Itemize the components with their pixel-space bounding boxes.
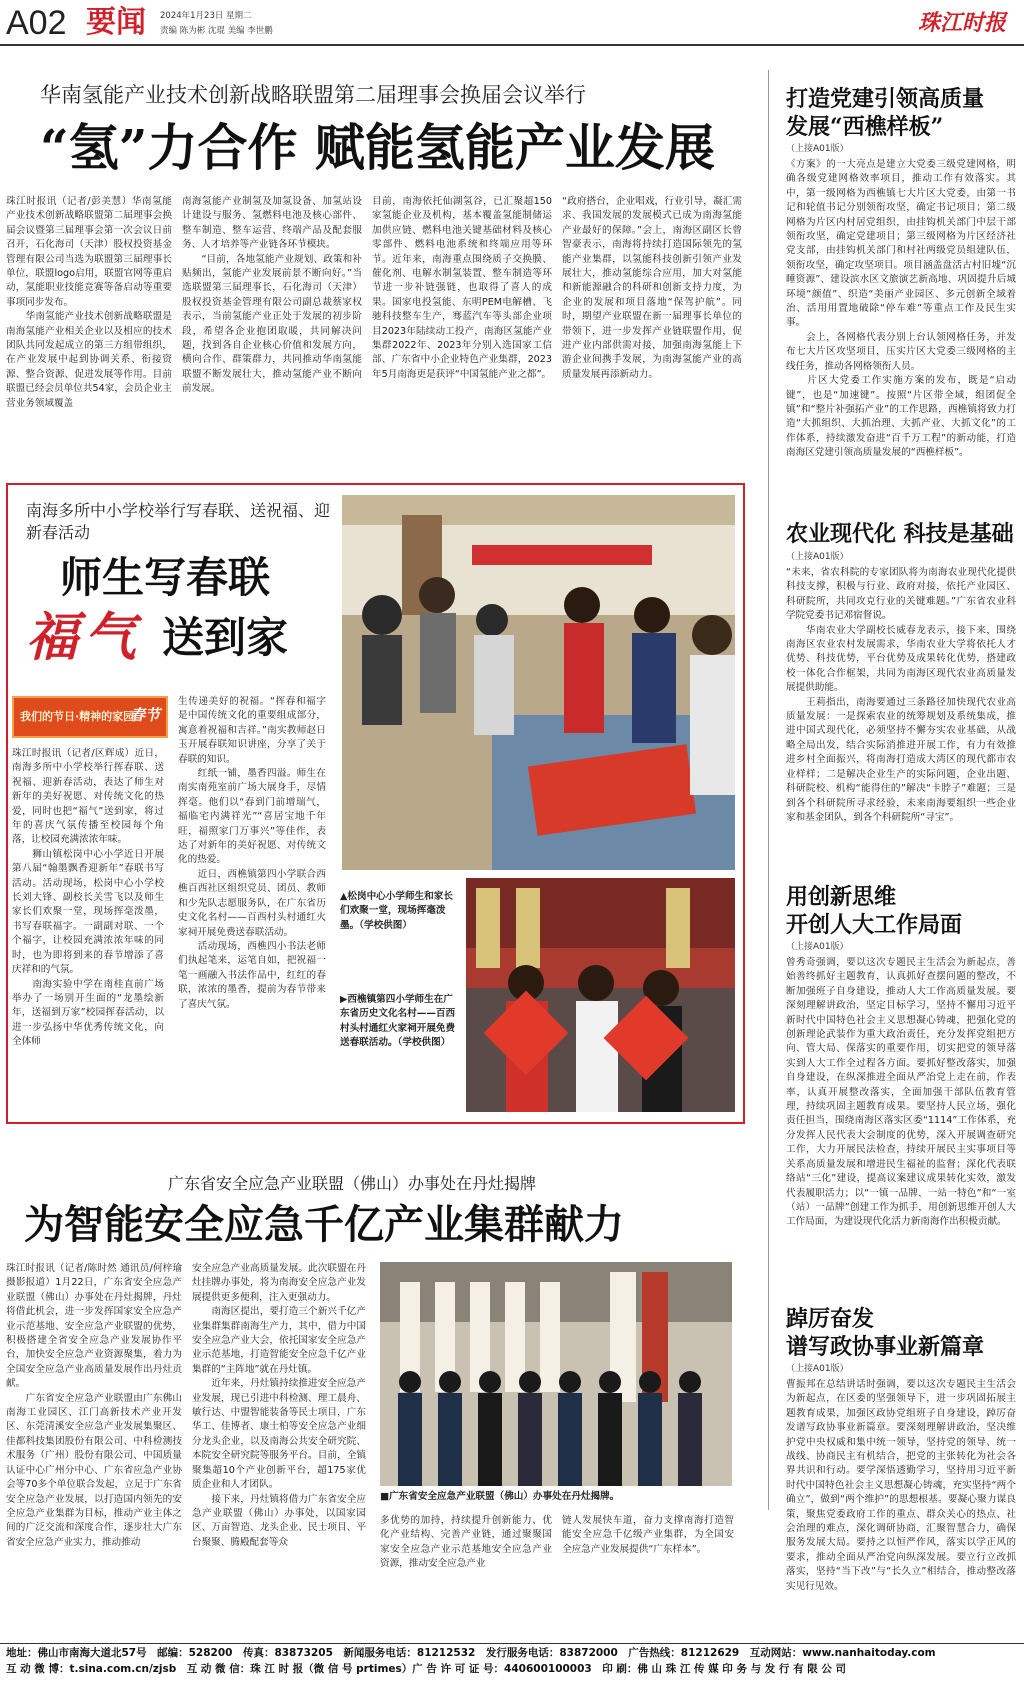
unveiling-scene — [380, 1262, 732, 1486]
issue-date: 2024年1月23日 星期二 — [160, 11, 252, 21]
side-story-3-continued: （上接A01版） — [786, 942, 849, 952]
side-story-2-body: “未来，省农科院的专家团队将为南海农业现代化提供科技支撑，积极与行业、政府对接，依托产业园区、科研院所，共同攻克行业的关键难题。”广东省农业科学院党委书记邓宿督说。 华南农业大学副校长威春龙表示，接下来，围绕南海区农业农村发展需求，华南农业大学将依托人才优势、科技优势，平台优势及成果转化优势，搭建政校一体化合作框架，共同为南海区现代农业高质量发展提供助能。 王莉指出，南海要通过三条路径加快现代农业高质量发展：一是探索农业的统筹规划及系统集成，推进中国式现代化，必须坚持不懈夯实农业基础，从战略全局出发，结合实际消推进开展工作，有力有效推进乡村全面振兴，将南海打造成大湾区的现代都市农业样样；二是解决企业生产的实际问题，企业出题、科研院校、机构“能得住的”解决“卡脖子”难题；三是到各个科研院所寻求经验，未来南海要组织一些企业家和基金团队，到各个科研院所“寻宝”。 — [786, 567, 1016, 823]
feature-headline-fu: 福气 — [26, 607, 143, 668]
side-story-3-title-line2: 开创人大工作局面 — [786, 912, 963, 938]
side-story-1-body: 《方案》的一大亮点是建立大党委三级党建网格，明确各级党建网格效率项目，推动工作有效落实。其中，第一级网格为西樵镇七大片区大党委，由第一书记和轮值书记分别领衔攻坚，确定书记项目；第二级网格为片区内村居党组织，由挂钩机关部门中层干部领衔攻坚，确定党建项目；第三级网格为片区经济社党支部，由挂钩机关部门和村社两级党员组建队伍，领衔攻坚，确定攻坚项目。项目涵盖盘活古村旧墟“沉睡资源”、建设滨水区文旅演艺新高地、巩固提升后城环境“颜值”、织造“美丽产业园区、多元创新全域着治、活用用置地破除“停车难”等重点工作及民生实事。 会上，各网格代表分别上台认领网格任务，并发布七大片区攻坚项目，压实片区大党委三级网格的主线任务，推动各网格领衔人员。 片区大党委工作实施方案的发布，既是“启动键”，也是“加速键”。按照“片区带全域，组团促全镇”和“整片补强拓产业”的工作思路，西樵镇将致力打造“大抓组织、大抓治理、大抓产业、大抓文化”的工作体系，持续激发奋进“百千万工程”的新动能，打造南海区党建引领高质量发展的“西樵样板”。 — [786, 159, 1016, 459]
footer-rule — [0, 1643, 1024, 1644]
side-story-2-continued: （上接A01版） — [786, 552, 849, 562]
side-story-1-title — [786, 85, 1016, 141]
bottom-kicker: 广东省安全应急产业联盟（佛山）办事处在丹灶揭牌 — [168, 1174, 537, 1193]
bottom-column-3: 多优势的加持，持续提升创新能力、优化产业结构、完善产业链，通过聚聚国家安全应急产业示范基地安全应急产业资源，推动安全应急产业 — [380, 1515, 552, 1570]
bottom-headline: 为智能安全应急千亿产业集群献力 — [24, 1201, 624, 1248]
calligraphy-scene — [342, 495, 735, 870]
lead-headline: “氢”力合作 赋能氢能产业发展 — [40, 118, 715, 177]
footer-line-2: 互 动 微 博：t.sina.com.cn/zjsb 互 动 微 信：珠 江 时 报（微 信 号 prtimes）广 告 许 可 证 号：440600100003 印 刷：佛 山 珠 江 传 媒 印 务 与 发 行 有 限 公 司 — [6, 1663, 847, 1675]
bottom-photo-caption: ■广东省安全应急产业联盟（佛山）办事处在丹灶揭牌。 — [380, 1491, 620, 1502]
side-story-4-title-line1: 踔厉奋发 — [786, 1306, 875, 1332]
lead-column-4: “政府搭台，企业唱戏，行业引导，凝汇需求、我国发展的发展模式已成为南海氢能产业最好的保障。”会上，南海区副区长曾智豪表示，南海将持续打造国际领先的氢能产业集群，以氢能科技创新引领产业发展壮大，推动氢能综合应用，加大对氢能和新能源融合的科研和创新支持力度，为企业的发展和项目落地“保驾护航”。同时，期望产业联盟在新一届理事长单位的带领下，进一步发挥产业链联盟作用，促进产业内部供需对接，加强南海氢能上下游企业间携手发展，为南海氢能产业的高质量发展再添新动力。 — [562, 196, 742, 380]
page-number: A02 — [6, 4, 67, 42]
festival-banner — [12, 696, 168, 738]
feature-kicker: 南海多所中小学校举行写春联、送祝福、迎新春活动 — [26, 501, 331, 542]
footer-line-1: 地址：佛山市南海大道北57号 邮编：528200 传真：83873205 新闻服务电话：81212532 发行服务电话：83872000 广告热线：81212629 互动网站：www.nanhaitoday.com — [6, 1647, 936, 1659]
lead-column-1: 珠江时报讯（记者/彭美慧）华南氢能产业技术创新战略联盟第二届理事会换届会议暨第三届理事会第一次会议日前召开，石化海司（天津）股权投资基金管理有限公司当选为联盟第三届理事长单位，联盟logo启用，联盟官网等重启动，氢能职业技能竞赛等备启动等重要事项同步发布。 华南氢能产业技术创新战略联盟是南海氢能产业相关企业以及相应的技术团队共同发起成立的第三方组带组织，在产业发展中起到协调关系、衔接资源、整合资源、促进发展等作用。目前联盟已经会员单位共54家，会员企业主营业务领域覆盖 — [6, 196, 172, 409]
feature-photo-calligraphy — [342, 495, 735, 870]
feature-photo-fu — [466, 878, 735, 1112]
lead-column-2: 南海氢能产业制氢及加氢设备、加氢站设计建设与服务、氢燃料电池及核心部件、整车制造、整车运营、终端产品及配套服务、人才培养等产业链各环节模块。 “目前，各地氢能产业规划、政策和补贴频出，氢能产业发展前景不断向好。”当选联盟第三届理事长，石化海司（天津）股权投资基金管理有限公司副总裁蔡家权表示，当前氢能产业正处于发展的初步阶段，希望各企业抱团取暖，共同解决问题，找到各自企业核心价值和发展方向，横向合作、群策群力，共同推动华南氢能联盟不断发展壮大，推动氢能产业不断向前发展。 — [182, 196, 362, 395]
side-story-3-body: 曾秀奇强调，要以这次专题民主生活会为新起点，善始善终抓好主题教育，认真抓好查摆问题的整改，不断加强班子自身建设，推动人大工作高质量发展。要深刻理解讲政治，坚定目标学习，坚持不懈用习近平新时代中国特色社会主义思想凝心铸魂，把强化党的创新理论武装作为重大政治责任，充分发挥党组把方向、管大局、保落实的重要作用，切实把党的领导落实到人大工作全过程各方面。要抓好整改落实，加强自身建设，在纵深推进全面从严治党上走在前，作表率，认真开展整改落实，全面加强干部队伍教育管理，持续巩固主题教育成果。要坚持人民立场，强化责任担当，围绕南海区落实区委“1114”工作体系，充分发挥人民代表大会制度的优势，深入开展调查研究工作，大力开展民法检查，持续开展民主实事项目等关系高质量发展和增进民生福祉的监督；深化代表联络站“三化”建设，提高议案建议成果转化实效，激发代表履职活力；以“一镇一品牌、一站一特色”和“一室（站）一品牌”创建工作为抓手，用创新思维开创人大工作局面，为建设现代化活力新南海作出积极贡献。 — [786, 957, 1016, 1228]
side-story-1-title-line1: 打造党建引领高质量 — [786, 86, 985, 112]
header-rule — [0, 44, 1024, 46]
editors-credit: 责编 陈为彬 沈琨 美编 李世鹏 — [160, 26, 273, 36]
bottom-column-4: 链人发展快车道，奋力支撑南海打造智能安全应急千亿级产业集群，为全国安全应急产业发展提供“广东样本”。 — [562, 1515, 734, 1555]
feature-headline-2: 送到家 — [162, 613, 289, 662]
feature-column-1: 珠江时报讯（记者/区辉成）近日，南海多所中小学校举行挥春联、送祝福、迎新春活动，表达了师生对新年的美好祝愿、对传统文化的热爱，同时也把“福气”送到家，将过年的喜庆气氛传播至校园每个角落，让校园充满浓浓年味。 狮山镇松岗中心小学近日开展第八届“翰墨飘香迎新年”春联书写活动。活动现场，松岗中心小学校长刘大锋、副校长关雪飞以及师生家长们欢聚一堂，现场挥毫泼墨，书写春联福字。一副副对联、一个个福字，让校园充满浓浓年味的同时，也为即将到来的春节增添了喜庆祥和的气氛。 南海实验中学在南桂直前广场举办了一场别开生面的“龙墨绘新年，送福到万家”校园挥春活动，以进一步弘扬中华优秀传统文化，向全体师 — [12, 748, 164, 1048]
feature-column-2: 生传递美好的祝福。“挥春和福字是中国传统文化的重要组成部分，寓意着祝福和吉祥。”南实教师赵日玉开展春联知识讲座，分享了关于春联的知识。 红纸一铺，墨香四溢。师生在南实南苑室前广场大展身手，尽情挥毫。他们以“春到门前增瑞气，福临宅内满祥光”“喜居宝地千年旺，福照家门万事兴”等佳作，表达了对新年的美好祝愿、对传统文化的热爱。 近日，西樵镇第四小学联合西樵百西社区组织党员、团员、教师和少先队志愿服务队，在广东省历史文化名村——百西村头村通红火家祠开展免费送春联活动。 活动现场，西樵四小书法老师们执起笔来，运笔自如，把祝福一笔一画融入书法作品中，红红的春联，浓浓的墨香，提前为春节带来了喜庆气氛。 — [178, 696, 326, 1010]
side-story-1-continued: （上接A01版） — [786, 144, 849, 154]
festival-banner-glyph: 春节 — [129, 706, 160, 724]
newspaper-logo: 珠江时报 — [917, 10, 1006, 36]
column-divider — [768, 70, 769, 1510]
side-story-4-body: 曹振邦在总结讲话时强调，要以这次专题民主生活会为新起点，在区委的坚强领导下，进一步巩固拓展主题教育成果，加强区政协党组班子自身建设，踔厉奋发谱写政协事业新篇章。要深刻理解讲政治，坚决维护党中央权威和集中统一领导，坚持党的领导、统一战线、协商民主有机结合，把党的主张转化为社会各界共识和行动。要学深悟透勤学习，坚持用习近平新时代中国特色社会主义思想凝心铸魂，充实坚持“两个确立”，做到“两个维护”的思想根基。要凝心聚力谋良策，聚焦党委政府工作的重点、群众关心的热点、社会治理的难点，深化调研协商，汇聚智慧合力，确保服务发展大局。要持之以恒严作风，落实以学正风的要求，推动全面从严治党向纵深发展。要立行立改抓落实，坚持“当下改”与“长久立”相结合，推动整改落实见行见效。 — [786, 1379, 1016, 1592]
side-story-2-title: 农业现代化 科技是基础 — [786, 521, 1014, 547]
side-story-1-title-line2: 发展“西樵样板” — [786, 114, 944, 140]
festival-banner-text: 我们的节日·精神的家园 — [20, 710, 135, 723]
side-story-3-title — [786, 883, 1016, 939]
bottom-photo-unveiling — [380, 1262, 732, 1486]
feature-caption-2: ▶西樵镇第四小学师生在广东省历史文化名村——百西村头村通红火家祠开展免费送春联活动。（学校供图） — [340, 994, 456, 1049]
lead-column-3: 目前，南海依托仙湖氢谷，已汇聚超150家氢能企业及机构，基本覆盖氢能制储运加供应链、燃料电池关键基础材料及核心零部件、燃料电池系统和终端应用等环节。近年来，南海重点围绕质子交换膜、催化剂、电解水制氢装置、整车制造等环节进一步补链强链，也取得了喜人的成果。国家电投氢能、东明PEM电解槽、飞驰科技整车生产，骞蓝汽车等头部企业项目2023年陆续动工投产，南海区氢能产业集群2022年、2023年分别入选国家工信部、广东省中小企业特色产业集群，2023年5月南海更是获评“中国氢能产业之都”。 — [372, 196, 552, 380]
feature-headline-1: 师生写春联 — [60, 553, 271, 602]
fu-scene — [466, 878, 735, 1112]
lead-kicker: 华南氢能产业技术创新战略联盟第二届理事会换届会议举行 — [40, 83, 586, 107]
side-story-4-continued: （上接A01版） — [786, 1364, 849, 1374]
side-story-4-title-line2: 谱写政协事业新篇章 — [786, 1334, 985, 1360]
bottom-column-1: 珠江时报讯（记者/陈时然 通讯员/何梓瑜 摄影报道）1月22日，广东省安全应急产业联盟（佛山）办事处在丹灶揭牌，丹灶将借此机会，进一步发挥国家安全应急产业示范基地、安全应急产业联盟的优势，积极搭建全省安全应急产业发展协作平台，加快安全应急产业资源聚集，着力为全国安全应急产业高质量发展作出丹灶贡献。 广东省安全应急产业联盟由广东佛山南海工业园区、江门高新技术产业开发区、东莞清溪安全应急产业发展集聚区、佳都科技集团股份有限公司、中科检测技术服务（广州）股份有限公司、中国质量认证中心广州分中心、广东省应急产业协会等70多个单位联合发起，立足于广东省安全应急产业发展，以打造国内领先的安全应急产业集群为目标，推动产业主体之间的广泛交流和深度合作，逐步壮大广东省安全应急产业实力，推动推动 — [6, 1263, 182, 1548]
bottom-column-2: 安全应急产业高质量发展。此次联盟在丹灶挂牌办事处，将为南海安全应急产业发展提供更多便利，注入更强动力。 南海区提出，要打造三个新兴千亿产业集群集群南海生产力，其中，借力中国安全应急产业大会，依托国家安全应急产业示范基地，打造智能安全应急千亿产业集群的“主阵地”就在丹灶镇。 近年来，丹灶镇持续推进安全应急产业发展，现已引进中科检测、理工晨舟、敏行达、中盟智能装备等民士项目，广东华工、佳博者、康士柏等安全应急产业细分龙头企业，以及南海公共安全研究院、本院安全研究院等服务平台。目前，全镇聚集超10个产业创新平台，超175家优质企业和人才团队。 接下来，丹灶镇将借力广东省安全应急产业联盟（佛山）办事处，以国家园区、万亩智造、龙头企业、民士项目、平台聚聚、腾殿配套等众 — [192, 1263, 366, 1548]
side-story-4-title — [786, 1305, 1016, 1361]
section-name: 要闻 — [86, 5, 146, 40]
feature-caption-1: ▲松岗中心小学师生和家长们欢聚一堂，现场挥毫泼墨。（学校供图） — [340, 891, 453, 931]
side-story-3-title-line1: 用创新思维 — [786, 884, 897, 910]
